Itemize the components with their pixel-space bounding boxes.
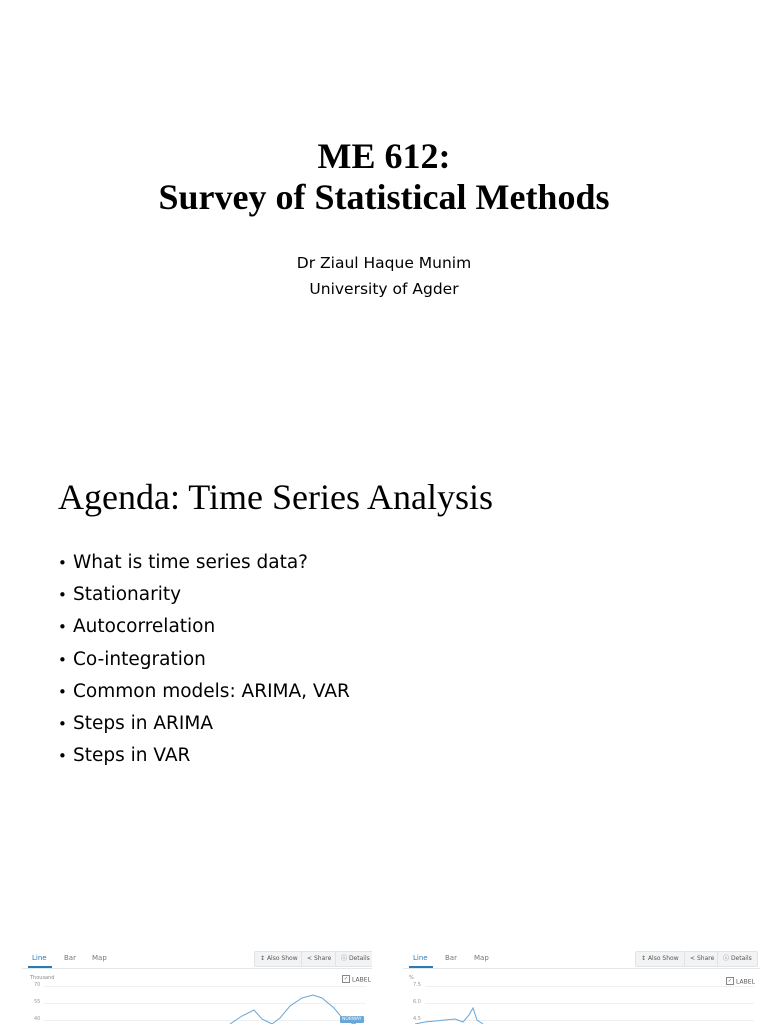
bullet-icon: • xyxy=(58,747,67,766)
agenda-item-text: What is time series data? xyxy=(73,552,308,573)
y-tick-label: 7.5 xyxy=(413,982,421,988)
agenda-list xyxy=(58,547,350,772)
y-tick-label: 6.0 xyxy=(413,999,421,1005)
tab-bar[interactable]: Bar xyxy=(445,954,457,962)
agenda-item xyxy=(58,644,350,676)
line-plot-right xyxy=(403,946,760,1024)
y-axis-unit: Thousand xyxy=(30,975,55,981)
author-affiliation: University of Agder xyxy=(309,280,459,298)
info-circle-icon: ⓘ xyxy=(341,955,348,962)
author-name: Dr Ziaul Haque Munim xyxy=(296,254,472,272)
details-button[interactable]: ⓘ Details xyxy=(717,951,758,967)
bullet-icon: • xyxy=(58,650,67,669)
info-circle-icon: ⓘ xyxy=(723,955,730,962)
agenda-item-text: Co-integration xyxy=(73,648,206,670)
share-icon: < xyxy=(690,955,696,962)
series-point-tag: NORWAY xyxy=(342,1017,362,1022)
share-icon: < xyxy=(307,955,313,962)
also-show-button[interactable]: ↕ Also Show xyxy=(635,951,685,967)
course-title: Survey of Statistical Methods xyxy=(158,177,610,217)
details-button[interactable]: ⓘ Details xyxy=(335,951,372,967)
bullet-icon: • xyxy=(58,715,67,734)
agenda-item xyxy=(58,676,350,708)
agenda-item-text: Stationarity xyxy=(73,584,182,606)
vertical-arrows-icon: ↕ xyxy=(260,955,266,962)
agenda-item-text: Steps in VAR xyxy=(73,745,191,767)
agenda-item-text: Common models: ARIMA, VAR xyxy=(73,680,350,702)
label-toggle[interactable]: ✓ LABEL xyxy=(343,976,371,984)
tab-line[interactable]: Line xyxy=(32,954,47,962)
bullet-icon: • xyxy=(58,586,67,605)
agenda-item-text: Steps in ARIMA xyxy=(73,713,213,735)
y-tick-label: 4.5 xyxy=(413,1016,421,1022)
agenda-item xyxy=(58,740,350,772)
tab-map[interactable]: Map xyxy=(474,954,489,962)
line-plot-left xyxy=(22,946,372,1024)
bullet-icon: • xyxy=(58,682,67,701)
title-slide-heading xyxy=(0,136,768,218)
y-axis-unit: % xyxy=(409,975,414,981)
agenda-item-text: Autocorrelation xyxy=(73,616,216,638)
y-tick-label: 40 xyxy=(34,1016,41,1022)
agenda-item xyxy=(58,547,350,579)
tab-line[interactable]: Line xyxy=(413,954,428,962)
author-block xyxy=(0,250,768,302)
tab-map[interactable]: Map xyxy=(92,954,107,962)
vertical-arrows-icon: ↕ xyxy=(641,955,647,962)
share-button[interactable]: < Share xyxy=(301,951,337,967)
bullet-icon: • xyxy=(58,554,67,572)
checkmark-icon: ✓ xyxy=(727,978,733,984)
agenda-item xyxy=(58,708,350,740)
y-tick-label: 70 xyxy=(34,982,41,988)
also-show-button[interactable]: ↕ Also Show xyxy=(254,951,304,967)
chart-widget-right xyxy=(403,946,760,1024)
y-tick-label: 55 xyxy=(34,999,41,1005)
series-line xyxy=(415,1008,483,1024)
agenda-item xyxy=(58,579,350,611)
chart-widget-left xyxy=(22,946,372,1024)
label-toggle[interactable]: ✓ LABEL xyxy=(727,978,755,986)
agenda-item xyxy=(58,611,350,643)
agenda-heading: Agenda: Time Series Analysis xyxy=(58,477,494,517)
tab-bar[interactable]: Bar xyxy=(64,954,76,962)
course-code: ME 612: xyxy=(317,136,451,176)
checkmark-icon: ✓ xyxy=(343,976,349,982)
share-button[interactable]: < Share xyxy=(684,951,720,967)
bullet-icon: • xyxy=(58,618,67,637)
